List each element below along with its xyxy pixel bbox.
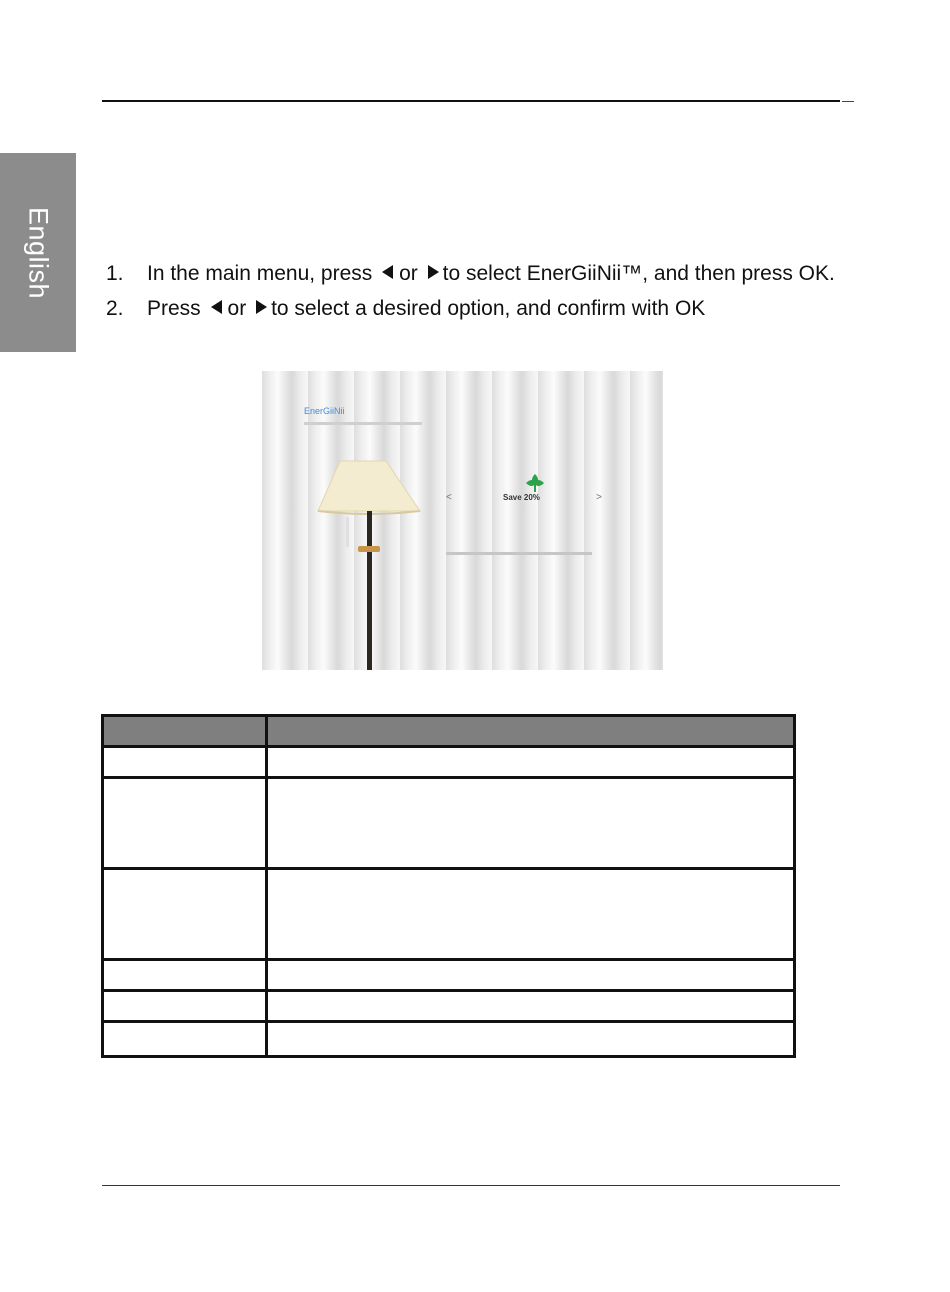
option-next-arrow[interactable]: > xyxy=(596,492,602,503)
table-cell xyxy=(267,991,795,1022)
table-cell xyxy=(103,747,267,778)
step-text-or: or xyxy=(399,262,418,285)
option-prev-arrow[interactable]: < xyxy=(446,492,452,503)
screen-subtitle-blurred xyxy=(304,422,422,425)
screen-title: EnerGiiNii xyxy=(304,406,345,416)
step-number: 2. xyxy=(106,297,124,320)
settings-table xyxy=(101,714,796,1058)
table-row xyxy=(103,991,795,1022)
table-cell xyxy=(103,869,267,960)
table-row xyxy=(103,747,795,778)
step-text-after: to select EnerGiiNii™, and then press OK. xyxy=(442,262,835,285)
table-cell xyxy=(103,778,267,869)
floor-lamp-image xyxy=(312,457,422,670)
header-rule xyxy=(102,100,840,102)
table-cell xyxy=(103,991,267,1022)
table-cell xyxy=(267,747,795,778)
table-row xyxy=(103,778,795,869)
header-rule-tick xyxy=(842,101,854,102)
table-cell xyxy=(267,960,795,991)
footer-rule xyxy=(102,1185,840,1186)
step-1 xyxy=(106,258,846,290)
step-text xyxy=(147,258,846,290)
left-arrow-icon xyxy=(382,265,393,279)
left-arrow-icon xyxy=(211,300,222,314)
table-cell xyxy=(267,1022,795,1057)
table-header-description xyxy=(267,716,795,747)
table-cell xyxy=(267,869,795,960)
table-header-row xyxy=(103,716,795,747)
option-description-blurred xyxy=(446,552,592,555)
language-tab xyxy=(0,153,76,352)
step-2 xyxy=(106,293,846,325)
leaf-icon xyxy=(524,472,546,494)
table-row xyxy=(103,960,795,991)
right-arrow-icon xyxy=(256,300,267,314)
table-cell xyxy=(103,1022,267,1057)
option-label: Save 20% xyxy=(503,493,540,502)
step-text-before: Press xyxy=(147,297,201,320)
table-cell xyxy=(103,960,267,991)
language-tab-label: English xyxy=(23,206,54,300)
step-text-before: In the main menu, press xyxy=(147,262,373,285)
energiinii-screenshot xyxy=(262,371,663,670)
right-arrow-icon xyxy=(428,265,439,279)
step-number: 1. xyxy=(106,262,124,285)
step-text xyxy=(147,293,846,325)
step-text-or: or xyxy=(227,297,247,320)
table-row xyxy=(103,1022,795,1057)
table-row xyxy=(103,869,795,960)
table-cell xyxy=(267,778,795,869)
table-header-option xyxy=(103,716,267,747)
step-text-after: to select a desired option, and confirm with OK xyxy=(271,297,706,320)
instruction-steps xyxy=(106,258,846,328)
